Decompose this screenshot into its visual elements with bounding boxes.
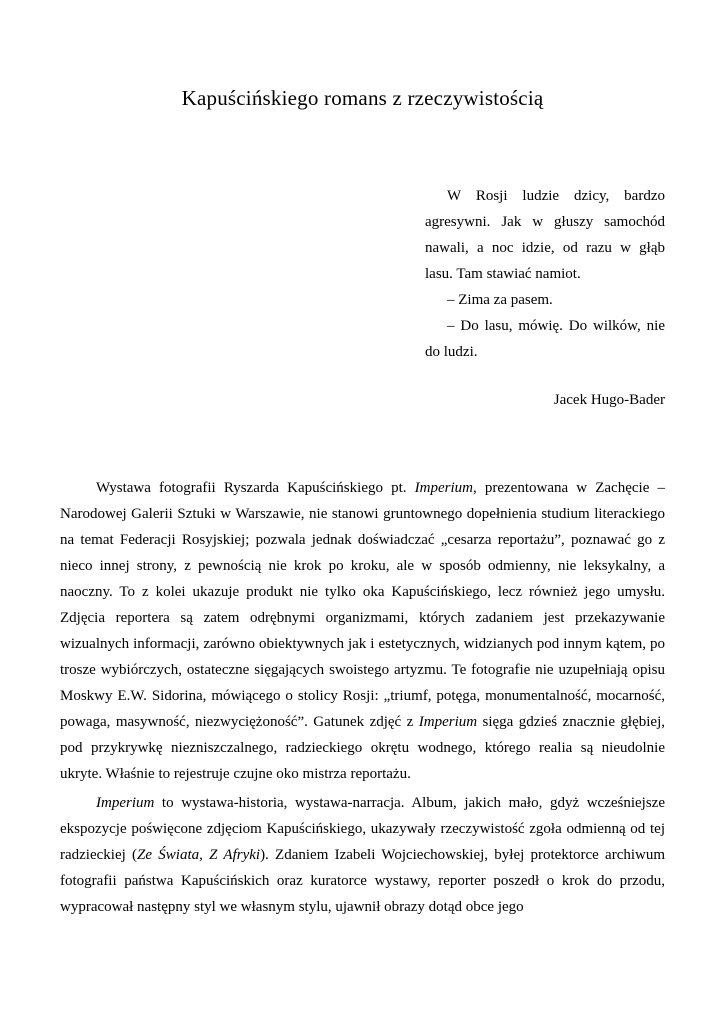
quote-paragraph: W Rosji ludzie dzicy, bardzo agresywni. Jak w głuszy samochód nawali, a noc idzie, od razu w głąb lasu. Tam stawiać namiot. <box>425 188 665 282</box>
quote-paragraph: – Zima za pasem. <box>447 292 553 308</box>
body-paragraph: Imperium to wystawa-historia, wystawa-narracja. Album, jakich mało, gdyż wcześniejsze ekspozycje poświęcone zdjęciom Kapuścińskiego, ukazywały rzeczywistość zgoła odmienną od tej radzieckiej (Ze Świata, Z Afryki). Zdaniem Izabeli Wojciechowskiej, byłej protektorce archiwum fotografii państwa Kapuścińskich oraz kuratorce wystawy, reporter poszedł o krok do przodu, wypracował następny styl we własnym stylu, ujawnił obrazy dotąd obce jego <box>60 795 666 915</box>
page-title: Kapuścińskiego romans z rzeczywistością <box>181 86 544 110</box>
epigraph-quote <box>425 183 665 365</box>
body-text <box>60 475 665 920</box>
quote-attribution: Jacek Hugo-Bader <box>553 392 665 408</box>
body-paragraph: Wystawa fotografii Ryszarda Kapuścińskiego pt. Imperium, prezentowana w Zachęcie – Narodowej Galerii Sztuki w Warszawie, nie stanowi gruntownego dopełnienia studium literackiego na temat Federacji Rosyjskiej; pozwala jednak doświadczać „cesarza reportażu”, poznawać go z nieco innej strony, z pewnością nie krok po kroku, ale w sposób odmienny, nie leksykalny, a naoczny. To z kolei ukazuje produkt nie tylko oka Kapuścińskiego, lecz również jego umysłu. Zdjęcia reportera są zatem odrębnymi organizmami, których zadaniem jest przekazywanie wizualnych informacji, zarówno obiektywnych jak i estetycznych, widzianych pod innym kątem, po trosze wybiórczych, ostateczne sięgających swoistego artyzmu. Te fotografie nie uzupełniają opisu Moskwy E.W. Sidorina, mówiącego o stolicy Rosji: „triumf, potęga, monumentalność, mocarność, powaga, masywność, niezwyciężoność”. Gatunek zdjęć z Imperium sięga gdzieś znacznie głębiej, pod przykrywkę niezniszczalnego, radzieckiego okrętu wodnego, którego realia są nieudolnie ukryte. Właśnie to rejestruje czujne oko mistrza reportażu. <box>60 480 665 782</box>
quote-paragraph: – Do lasu, mówię. Do wilków, nie do ludzi. <box>425 318 665 360</box>
